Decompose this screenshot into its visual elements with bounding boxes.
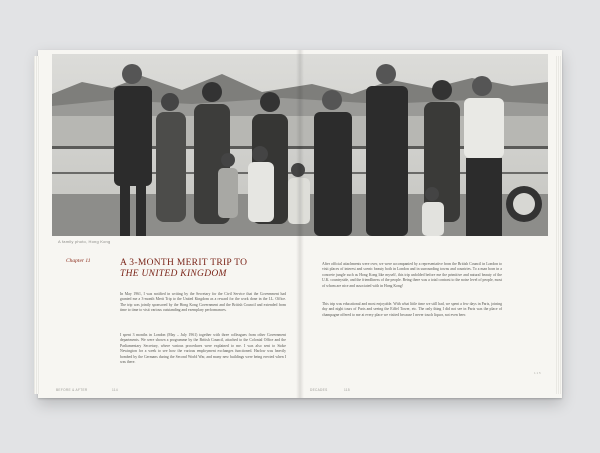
left-page-edge	[34, 56, 40, 394]
left-footer: BEFORE & AFTER	[56, 388, 88, 392]
chapter-title	[120, 258, 290, 280]
right-paragraph-1: After official attachments were over, we were accompanied by a representative from the British Council in London to visit places of interest and scenic beauty both in London and in surrounding towns and countries. To a man born in a concrete jungle such as Hong Kong like myself, this trip unfolded before me the primitive and natural beauty of the U.K. countryside, and the friendliness of the people. Being there was a total contrast to the noise level of people, most of whom are nice and associated with in Hong Kong!	[322, 262, 502, 288]
right-page-edge	[556, 56, 562, 394]
right-page-number: 115	[344, 388, 350, 392]
chapter-label: Chapter 11	[66, 258, 91, 264]
photo-caption: A family photo, Hong Kong	[58, 239, 111, 244]
left-paragraph-1: In May 1961, I was notified in writing by the Secretary for the Civil Service that the Government had granted me a 3-month Merit Trip to the United Kingdom as a reward for the work done in the I.L. Office. The trip was jointly sponsored by the Hong Kong Government and the British Council and extended from time to time to visit various outstanding and exemplary performances.	[120, 292, 286, 313]
chapter-title-line2: THE UNITED KINGDOM	[120, 269, 227, 279]
right-footer: DECADES	[310, 388, 328, 392]
right-paragraph-2: This trip was educational and most enjoyable. With what little time we still had, we spent a few days in Paris, joining day and night tours of Paris and seeing the Eiffel Tower, etc. The only thing I did not see in Paris was the place of champagne offered to me at every place we visited because I never touch liquor, not even beer.	[322, 302, 502, 317]
left-paragraph-2: I spent 3 months in London (May – July 1961) together with three colleagues from other Government departments. We were shown a programme by the British Council, attached to the Colonial Office and the Parliamentary Secretary, where various procedures were explained to me. I was also sent to Stoke Newington for a week to see how the various employment exchanges functioned. Harlow was heavily bombed by the Germans during the Second World War, and many new buildings were being erected when I was there.	[120, 333, 286, 365]
book-spine	[296, 50, 304, 398]
left-page-number: 114	[112, 388, 118, 392]
corner-mark: 1 1 5	[534, 371, 541, 375]
chapter-title-line1: A 3-MONTH MERIT TRIP TO	[120, 258, 248, 268]
